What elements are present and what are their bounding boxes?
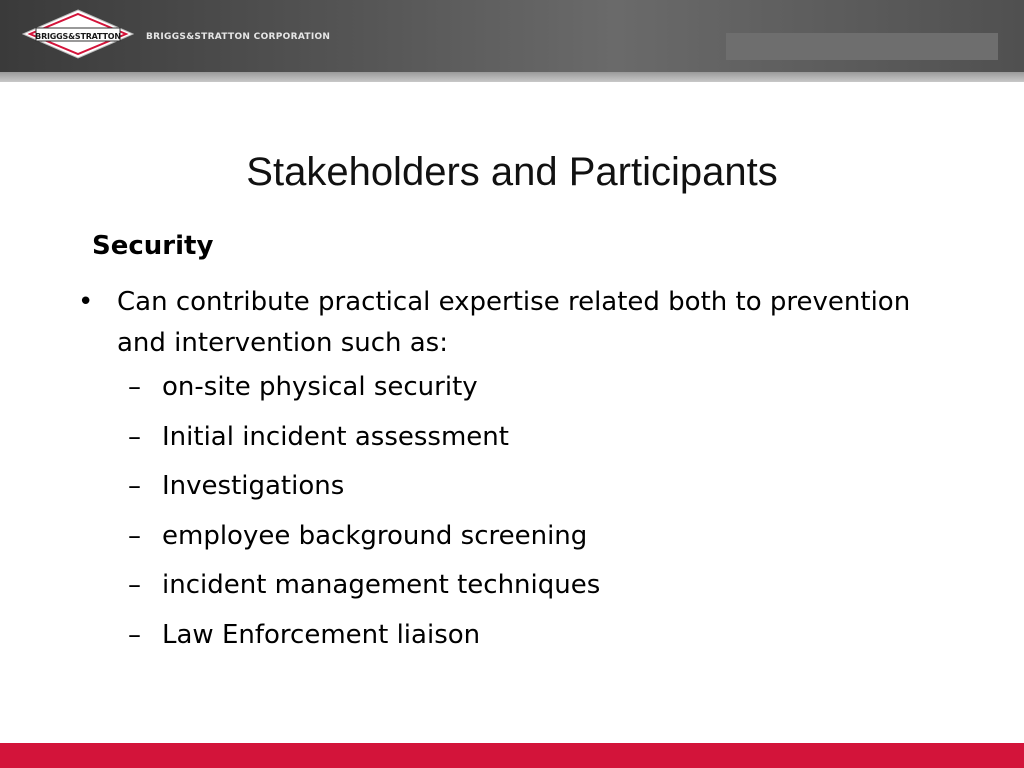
- bullet-marker: •: [78, 287, 94, 317]
- section-heading: Security: [92, 231, 214, 261]
- footer-bar: [0, 743, 1024, 768]
- sub-bullet-list: [128, 366, 888, 663]
- sub-bullet-item: [128, 416, 888, 466]
- logo-text: BRIGGS&STRATTON: [35, 32, 121, 41]
- sub-bullet-text: employee background screening: [162, 520, 588, 551]
- dash-marker: –: [128, 421, 141, 452]
- bullet-text: Can contribute practical expertise related both to prevention and intervention such as:: [117, 287, 911, 358]
- sub-bullet-item: [128, 366, 888, 416]
- dash-marker: –: [128, 471, 141, 501]
- header-stripe: [0, 72, 1024, 82]
- sub-bullet-text: Initial incident assessment: [162, 421, 509, 452]
- sub-bullet-item: [128, 515, 888, 565]
- header-placeholder-box: [726, 33, 998, 60]
- corporation-name: BRIGGS&STRATTON CORPORATION: [146, 32, 331, 42]
- dash-marker: –: [128, 619, 141, 650]
- dash-marker: –: [128, 570, 141, 600]
- dash-marker: –: [128, 372, 141, 402]
- sub-bullet-item: [128, 614, 888, 664]
- sub-bullet-item: [128, 465, 888, 515]
- sub-bullet-item: [128, 564, 888, 614]
- dash-marker: –: [128, 520, 141, 551]
- sub-bullet-text: Law Enforcement liaison: [162, 619, 481, 650]
- sub-bullet-text: on-site physical security: [162, 372, 478, 402]
- header-bar: [0, 0, 1024, 82]
- sub-bullet-text: incident management techniques: [162, 570, 601, 600]
- sub-bullet-text: Investigations: [162, 471, 345, 501]
- slide-title: Stakeholders and Participants: [246, 150, 778, 194]
